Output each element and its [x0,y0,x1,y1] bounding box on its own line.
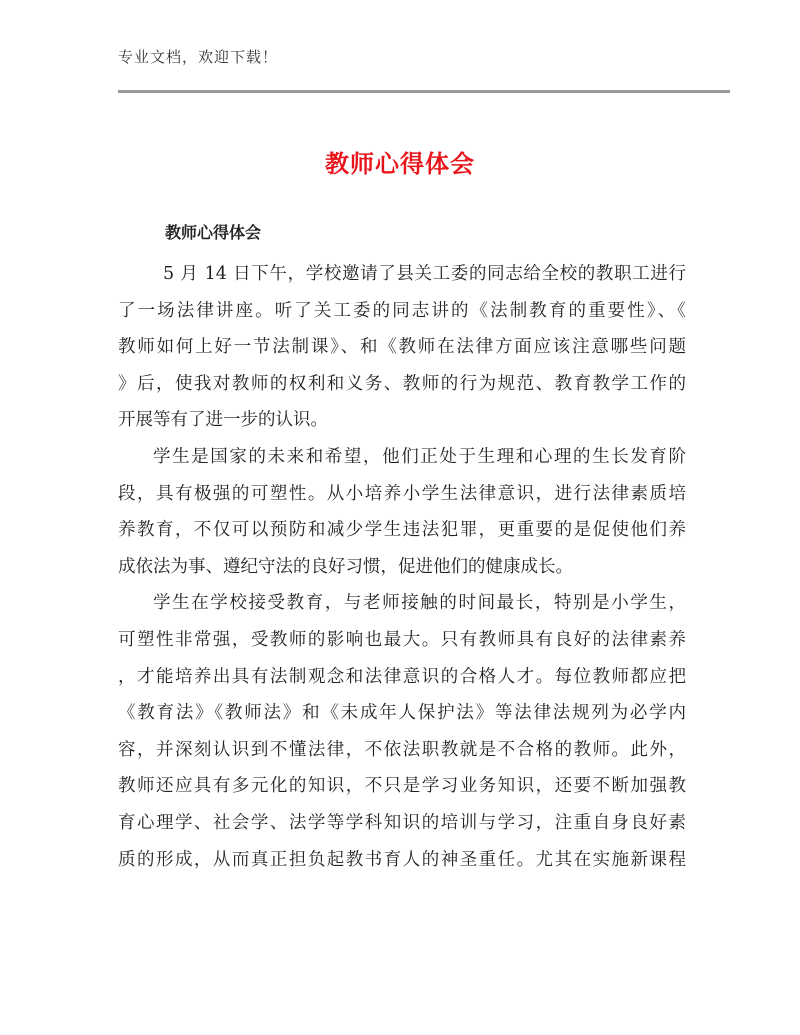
paragraph-line: 教师如何上好一节法制课》、和《教师在法律方面应该注意哪些问题 [118,337,686,358]
paragraph-line: 《教育法》《教师法》和《未成年人保护法》等法律法规列为必学内 [118,703,686,724]
paragraph-line: 段，具有极强的可塑性。从小培养小学生法律意识，进行法律素质培 [118,483,686,504]
page-header-text: 专业文档，欢迎下载！ [118,48,279,66]
document-subtitle: 教师心得体会 [165,223,262,242]
paragraph-line: 教师还应具有多元化的知识，不只是学习业务知识，还要不断加强教 [118,776,686,797]
paragraph-line: 质的形成，从而真正担负起教书育人的神圣重任。尤其在实施新课程 [118,849,686,870]
document-title: 教师心得体会 [325,150,475,178]
paragraph-line: 容，并深刻认识到不懂法律，不依法职教就是不合格的教师。此外， [118,739,686,760]
header-divider [118,90,730,93]
paragraph-line: 养教育，不仅可以预防和减少学生违法犯罪，更重要的是促使他们养 [118,520,686,541]
paragraph-line: 》后，使我对教师的权利和义务、教师的行为规范、教育教学工作的 [118,373,686,394]
document-body [118,256,686,878]
paragraph-line: 开展等有了进一步的认识。 [118,410,328,431]
paragraph-line: ，才能培养出具有法制观念和法律意识的合格人才。每位教师都应把 [118,666,686,687]
paragraph-line: 5 月 14 日下午，学校邀请了县关工委的同志给全校的教职工进行 [163,264,686,284]
paragraph-line: 了一场法律讲座。听了关工委的同志讲的《法制教育的重要性》、《 [118,300,686,321]
paragraph-line: 育心理学、社会学、法学等学科知识的培训与学习，注重自身良好素 [118,812,686,833]
paragraph-line: 学生在学校接受教育，与老师接触的时间最长，特别是小学生， [153,593,686,614]
paragraph-line: 成依法为事、遵纪守法的良好习惯，促进他们的健康成长。 [118,556,573,577]
paragraph-line: 可塑性非常强，受教师的影响也最大。只有教师具有良好的法律素养 [118,629,686,650]
paragraph-line: 学生是国家的未来和希望，他们正处于生理和心理的生长发育阶 [153,446,686,467]
